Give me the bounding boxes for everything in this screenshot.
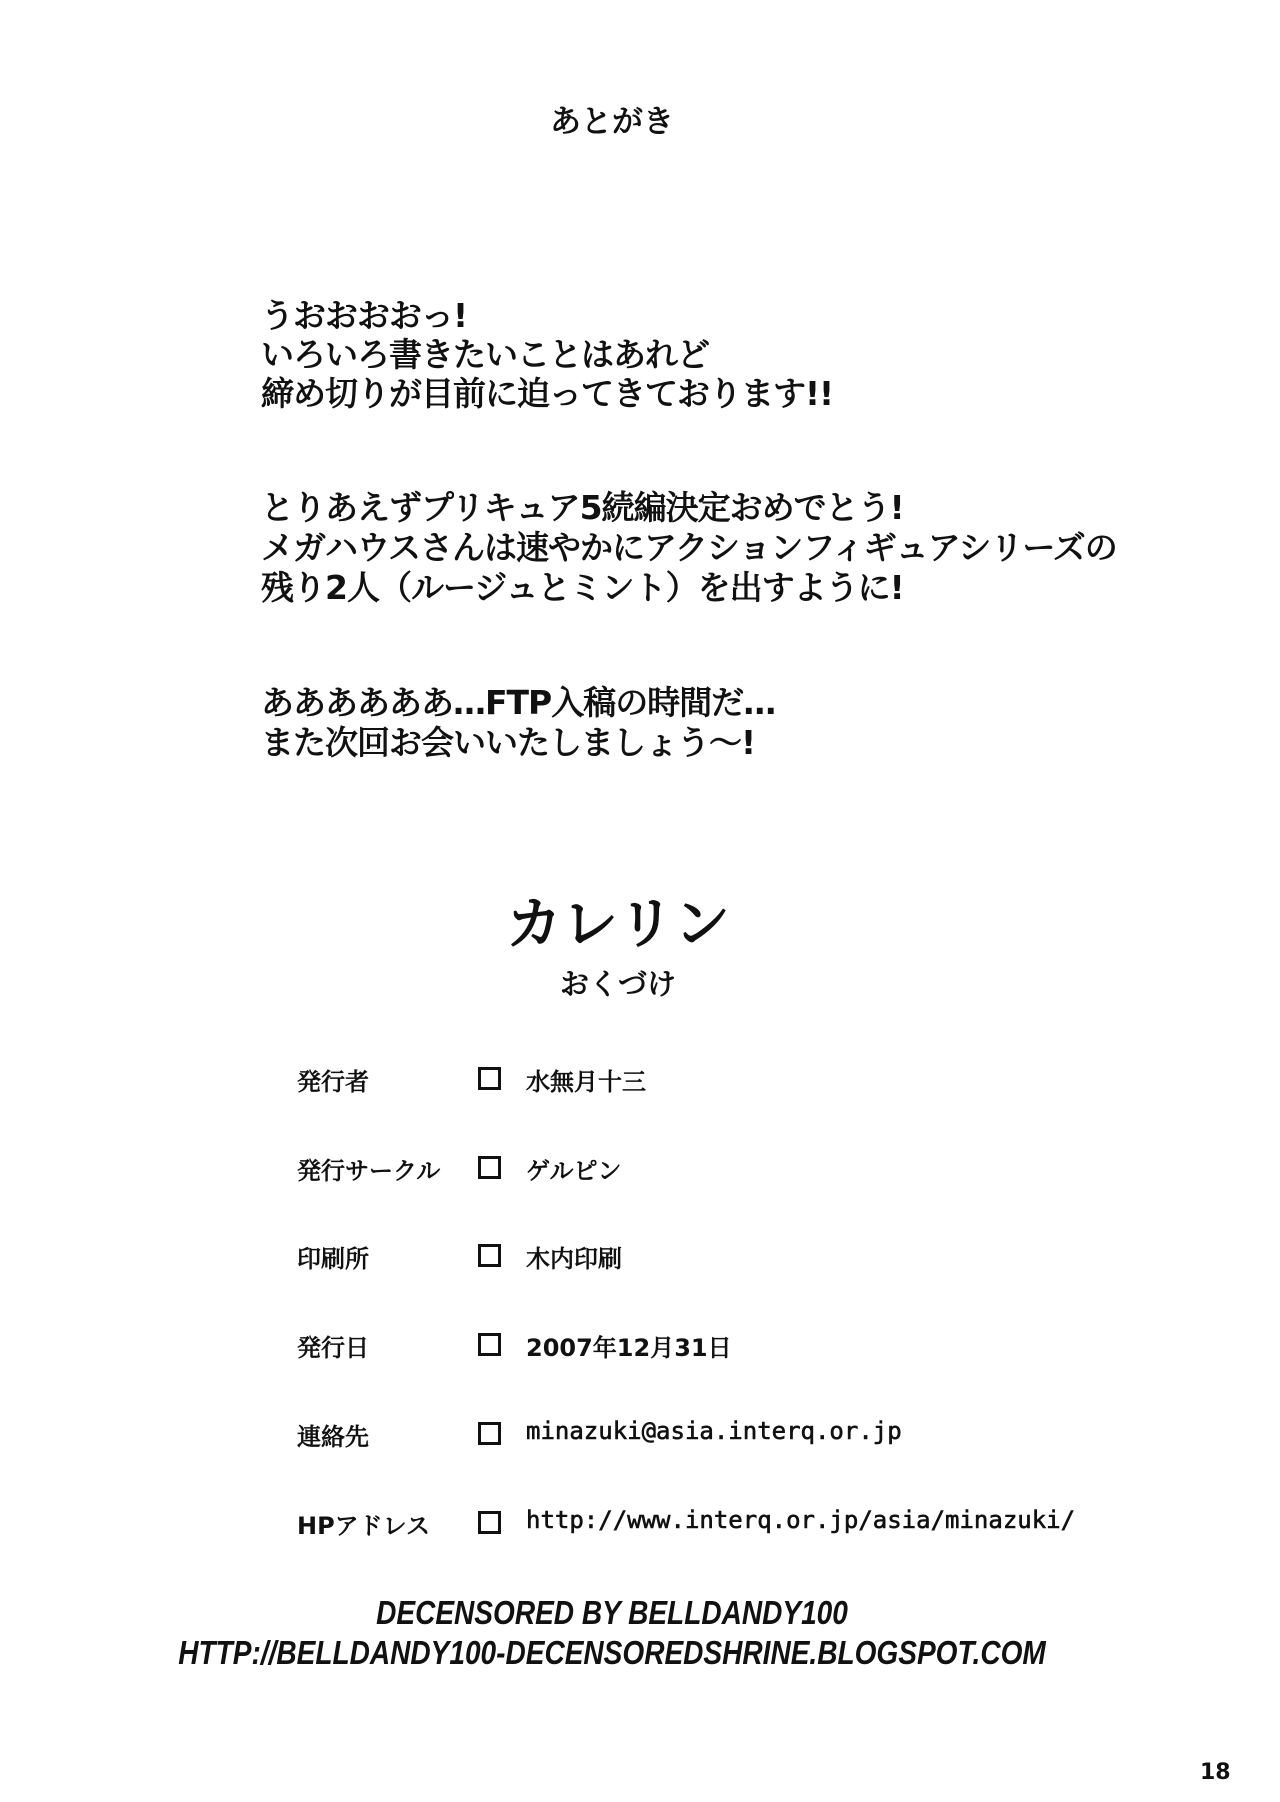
afterword-line: メガハウスさんは速やかにアクションフィギュアシリーズの [261,528,1117,567]
afterword-line: また次回お会いいたしましょう～! [261,723,756,762]
decensor-url: HTTP://BELLDANDY100-DECENSOREDSHRINE.BLOGSPOT.COM [178,1634,1046,1671]
bullet-box-icon [478,1244,501,1267]
row-value-homepage: http://www.interq.or.jp/asia/minazuki/ [526,1506,1076,1534]
row-label-contact: 連絡先 [297,1423,369,1451]
afterword-line: とりあえずプリキュア5続編決定おめでとう! [261,488,904,527]
afterword-line: 締め切りが目前に迫ってきております!! [261,374,834,413]
decensor-credit: DECENSORED BY BELLDANDY100 [376,1594,848,1631]
row-value-contact: minazuki@asia.interq.or.jp [526,1417,902,1445]
row-label-printer: 印刷所 [297,1245,369,1273]
afterword-line: いろいろ書きたいことはあれど [261,335,709,374]
bullet-box-icon [478,1333,501,1356]
bullet-box-icon [478,1511,501,1534]
row-label-date: 発行日 [297,1334,369,1362]
row-value-date: 2007年12月31日 [526,1334,732,1362]
row-value-publisher: 水無月十三 [526,1068,646,1096]
bullet-box-icon [478,1067,501,1090]
row-label-publisher: 発行者 [297,1068,369,1096]
colophon-subtitle: おくづけ [559,967,676,1001]
row-label-circle: 発行サークル [297,1157,441,1185]
bullet-box-icon [478,1422,501,1445]
afterword-line: うおおおおっ! [261,296,468,335]
colophon-title: カレリン [506,892,730,957]
row-label-homepage: HPアドレス [297,1512,430,1540]
row-value-circle: ゲルピン [526,1157,622,1185]
row-value-printer: 木内印刷 [526,1245,622,1273]
bullet-box-icon [478,1156,501,1179]
page-number: 18 [1200,1760,1231,1785]
afterword-line: 残り2人（ルージュとミント）を出すように! [261,568,904,607]
afterword-line: ああああああ…FTP入稿の時間だ… [261,683,776,722]
afterword-title: あとがき [550,104,674,140]
